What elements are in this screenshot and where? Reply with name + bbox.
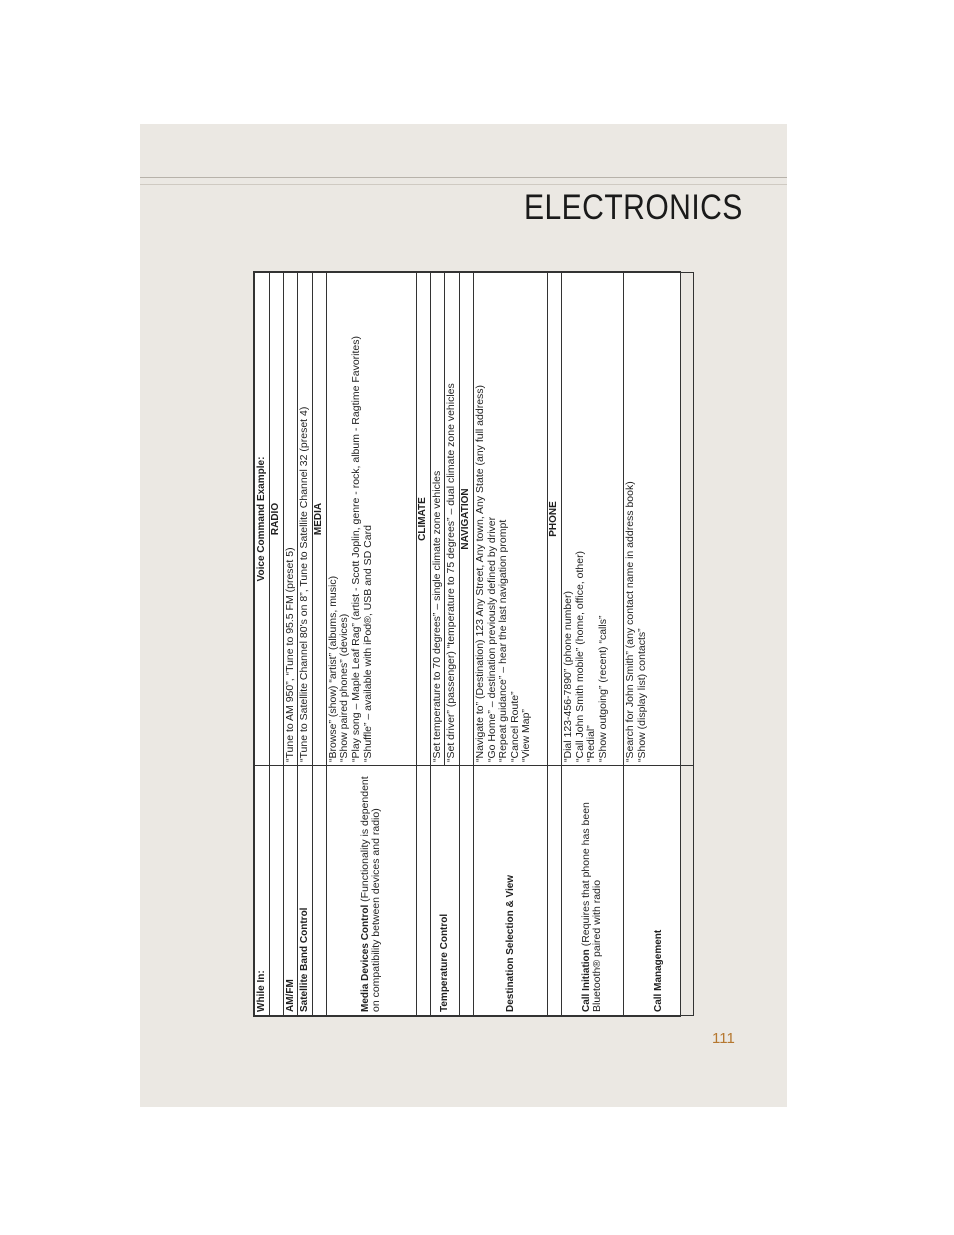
command-line: “Show outgoing” (recent) “calls” <box>596 615 609 762</box>
section-row-media <box>312 273 326 1016</box>
header-rule-secondary <box>140 184 787 185</box>
row-commands-navigation <box>473 273 547 766</box>
section-row-phone <box>547 273 561 1016</box>
row-label-call-initiation-cell <box>561 766 623 1016</box>
section-title: ELECTRONICS <box>524 188 743 227</box>
row-label-call-management: Call Management <box>623 766 693 1016</box>
row-label-climate: Temperature Control <box>430 766 459 1016</box>
command-line: “Show (display list) contacts” <box>635 628 648 762</box>
row-commands-media <box>326 273 416 766</box>
command-line: “Navigate to” (Destination) 123 Any Street, Any town, Any State (any full address) <box>473 384 486 762</box>
row-label-satellite: Satellite Band Control <box>298 766 313 1016</box>
row-commands-call-management <box>623 273 693 766</box>
row-label-call-initiation: Call Initiation <box>580 949 592 1012</box>
table-row <box>283 273 298 1016</box>
header-voice-command: Voice Command Example: <box>255 273 270 766</box>
command-line: “Search for John Smith” (any contact name in address book) <box>623 481 636 762</box>
row-commands-amfm <box>283 273 298 766</box>
row-label-media: Media Devices Control <box>359 904 371 1012</box>
row-label-media-cell <box>326 766 416 1016</box>
section-label-climate: CLIMATE <box>416 273 430 766</box>
command-line: “View Map” <box>520 709 533 762</box>
table-row <box>430 273 459 1016</box>
header-rule <box>140 177 787 178</box>
section-row-radio <box>269 273 283 1016</box>
command-line: “Redial” <box>585 725 598 762</box>
table-row <box>623 273 693 1016</box>
command-line: “Shuffle” – available with iPod®, USB and SD Card <box>361 525 374 762</box>
table-row <box>473 273 547 1016</box>
row-commands-satellite <box>298 273 313 766</box>
command-line: “Browse” (show) “artist” (albums, music) <box>326 575 339 762</box>
command-line: “Call John Smith mobile” (home, office, other) <box>573 550 586 762</box>
voice-command-table-wrapper <box>253 271 681 1017</box>
voice-command-table <box>253 271 681 1017</box>
section-label-phone: PHONE <box>547 273 561 766</box>
row-commands-call-initiation <box>561 273 623 766</box>
command-line: “Dial 123-456-7890” (phone number) <box>561 590 574 762</box>
section-row-navigation <box>459 273 473 1016</box>
section-label-radio: RADIO <box>269 273 283 766</box>
command-line: “Show paired phones” (devices) <box>338 613 351 762</box>
table-row <box>326 273 416 1016</box>
section-label-media: MEDIA <box>312 273 326 766</box>
table-row <box>298 273 313 1016</box>
command-line: “Set temperature to 70 degrees” – single climate zone vehicles <box>431 273 446 765</box>
row-note-media: (Functionality is dependent on compatibility between devices and radio) <box>358 776 383 1012</box>
command-line: “Set driver” (passenger) “temperature to 75 degrees” – dual climate zone vehicles <box>445 383 458 762</box>
command-line: “Cancel Route” <box>508 691 521 762</box>
command-line: “Play song – Maple Leaf Rag” (artist - Scott Joplin, genre - rock, album - Ragtime Favorites) <box>349 336 362 762</box>
header-while-in: While In: <box>255 766 270 1016</box>
row-label-amfm: AM/FM <box>283 766 298 1016</box>
page-number: 111 <box>712 1030 735 1047</box>
command-line: “Repeat guidance” – hear the last navigation prompt <box>497 519 510 762</box>
row-note-call-initiation: (Requires that phone has been Bluetooth® paired with radio <box>579 802 604 1012</box>
section-label-navigation: NAVIGATION <box>459 273 473 766</box>
command-line: “Go Home” – destination previously defined by driver <box>485 516 498 762</box>
section-row-climate <box>416 273 430 1016</box>
table-header-row <box>255 273 270 1016</box>
command-line: “Tune to AM 950”, “Tune to 95.5 FM (preset 5) <box>283 547 296 762</box>
command-line: “Tune to Satellite Channel 80's on 8”, Tune to Satellite Channel 32 (preset 4) <box>298 406 311 762</box>
table-row <box>561 273 623 1016</box>
row-commands-climate <box>430 273 459 766</box>
row-label-navigation: Destination Selection & View <box>473 766 547 1016</box>
